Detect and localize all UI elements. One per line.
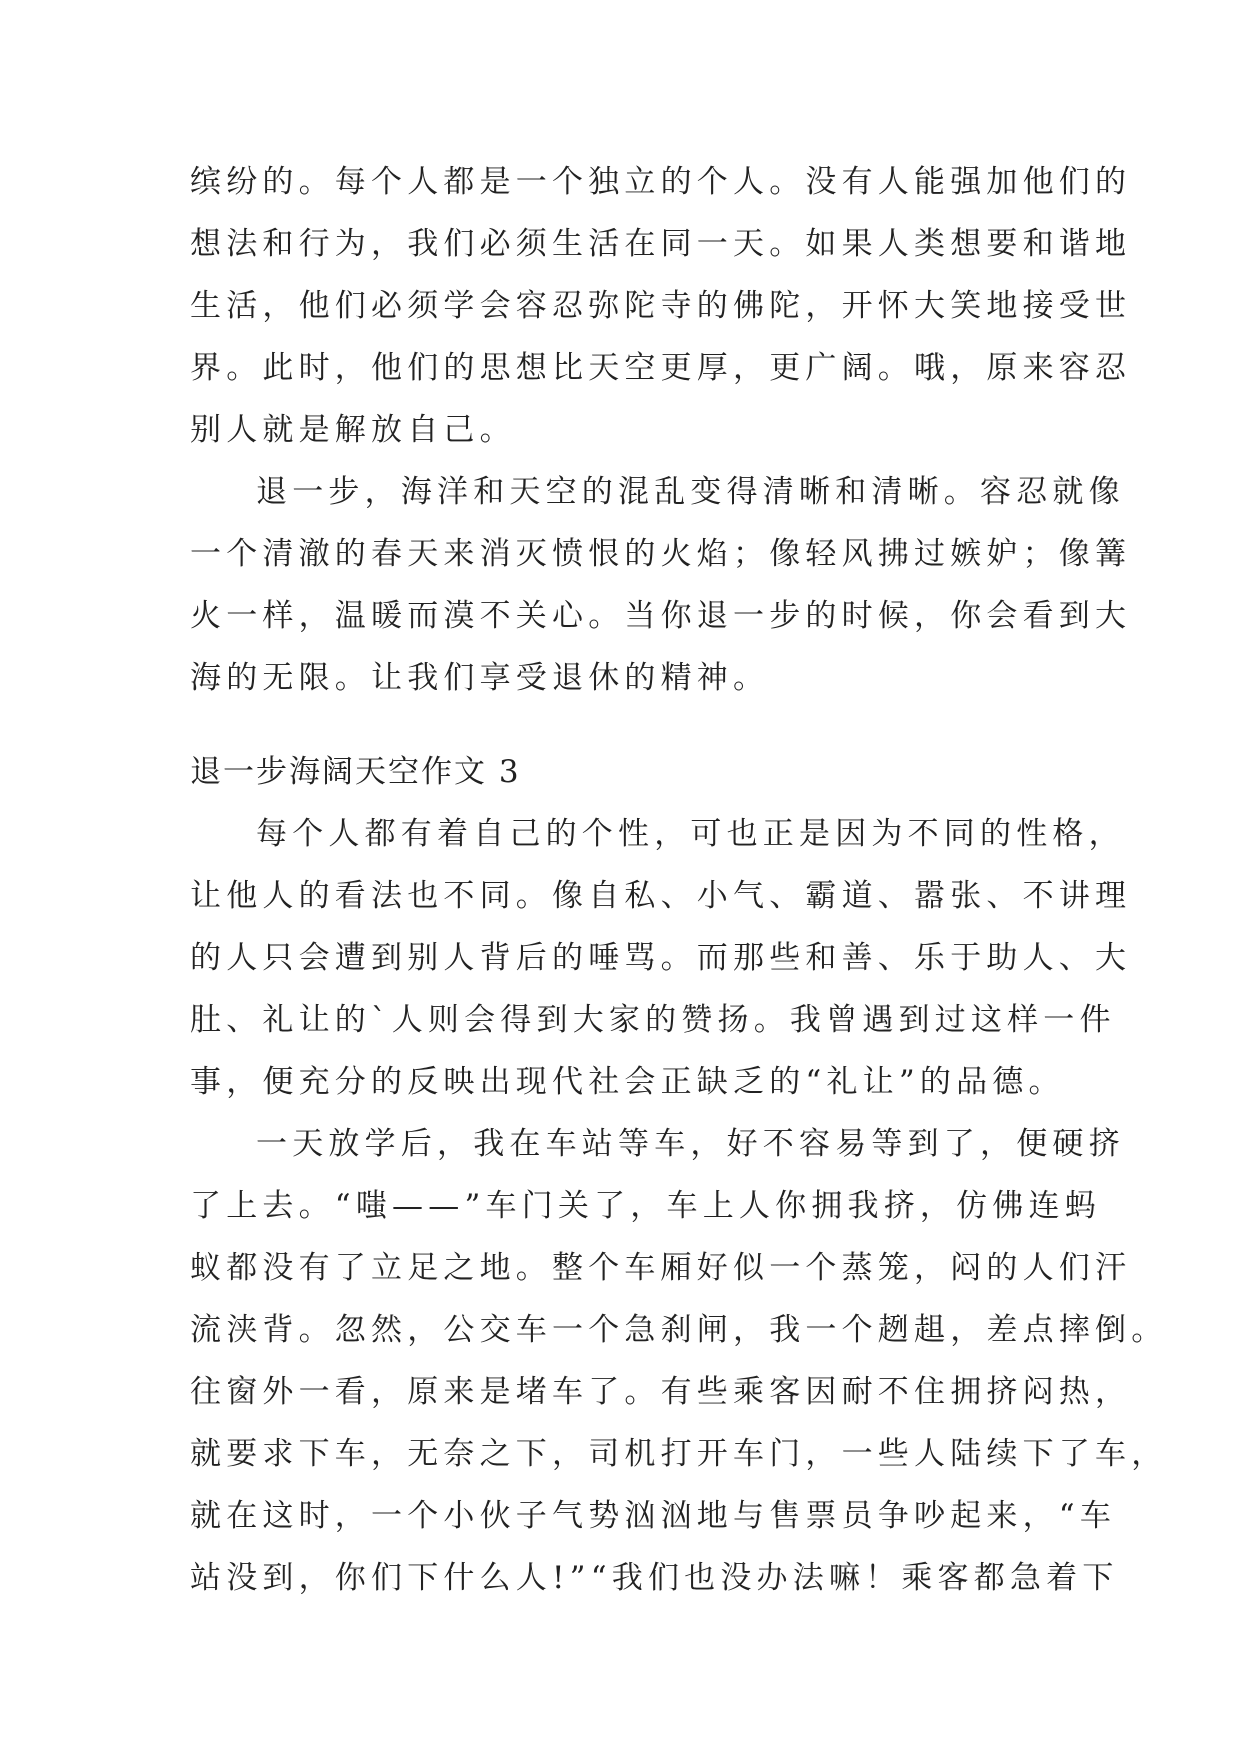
text-line: 别人就是解放自己。 <box>190 412 516 448</box>
paragraph-first-line: 一天放学后，我在车站等车，好不容易等到了，便硬挤 <box>256 1126 1125 1162</box>
paragraph-first-line: 每个人都有着自己的个性，可也正是因为不同的性格， <box>256 816 1125 852</box>
text-line: 往窗外一看，原来是堵车了。有些乘客因耐不住拥挤闷热， <box>190 1374 1132 1410</box>
text-line: 流浃背。忽然，公交车一个急刹闸，我一个趔趄，差点摔倒。 <box>190 1312 1168 1348</box>
text-line: 缤纷的。每个人都是一个独立的个人。没有人能强加他们的 <box>190 164 1132 200</box>
text-line: 肚、礼让的`人则会得到大家的赞扬。我曾遇到过这样一件 <box>190 1002 1116 1038</box>
text-line: 一个清澈的春天来消灭愤恨的火焰；像轻风拂过嫉妒；像篝 <box>190 536 1132 572</box>
text-line: 的人只会遭到别人背后的唾骂。而那些和善、乐于助人、大 <box>190 940 1132 976</box>
text-line: 事，便充分的反映出现代社会正缺乏的“礼让”的品德。 <box>190 1064 1065 1100</box>
text-line: 让他人的看法也不同。像自私、小气、霸道、嚣张、不讲理 <box>190 878 1132 914</box>
text-line: 火一样，温暖而漠不关心。当你退一步的时候，你会看到大 <box>190 598 1132 634</box>
text-line: 就在这时，一个小伙子气势汹汹地与售票员争吵起来，“车 <box>190 1498 1117 1534</box>
text-line: 站没到，你们下什么人!”“我们也没办法嘛！乘客都急着下 <box>190 1560 1119 1596</box>
text-line: 界。此时，他们的思想比天空更厚，更广阔。哦，原来容忍 <box>190 350 1132 386</box>
paragraph-first-line: 退一步，海洋和天空的混乱变得清晰和清晰。容忍就像 <box>256 474 1125 510</box>
text-line: 想法和行为，我们必须生活在同一天。如果人类想要和谐地 <box>190 226 1132 262</box>
text-line: 就要求下车，无奈之下，司机打开车门，一些人陆续下了车， <box>190 1436 1168 1472</box>
text-line: 海的无限。让我们享受退休的精神。 <box>190 660 770 696</box>
text-line: 了上去。“嗤——”车门关了，车上人你拥我挤，仿佛连蚂 <box>190 1188 1101 1224</box>
text-line: 生活，他们必须学会容忍弥陀寺的佛陀，开怀大笑地接受世 <box>190 288 1132 324</box>
text-line: 蚁都没有了立足之地。整个车厢好似一个蒸笼，闷的人们汗 <box>190 1250 1132 1286</box>
section-heading: 退一步海阔天空作文 3 <box>190 754 521 790</box>
